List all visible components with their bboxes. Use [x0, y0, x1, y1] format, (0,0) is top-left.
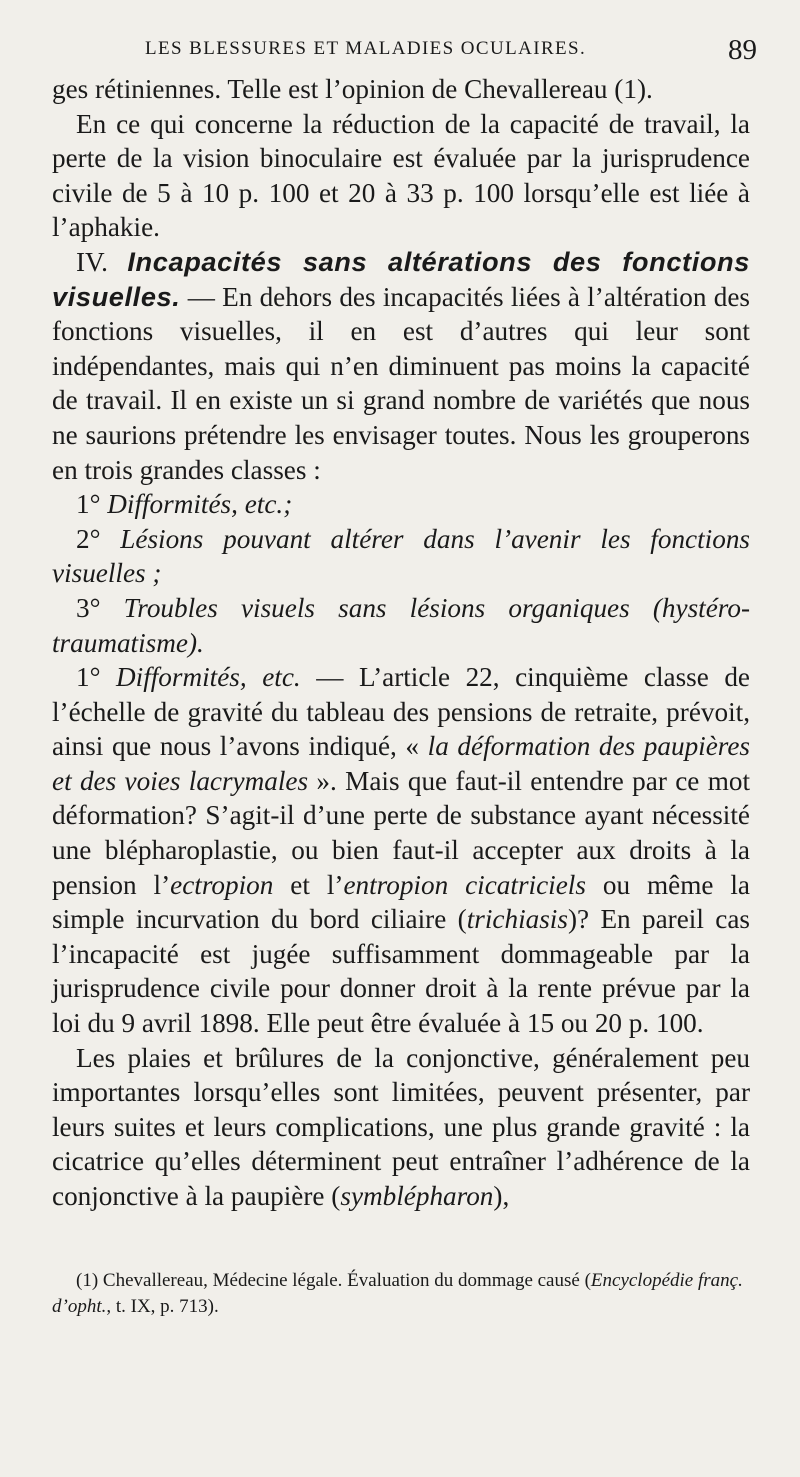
section-heading: Incapacités sans altérations des fonctions visuelles.	[52, 245, 750, 312]
footnote	[52, 1268, 750, 1320]
list-item-3: 3° Troubles visuels sans lésions organiques (hystéro-traumatisme).	[52, 592, 751, 658]
page-number: 89	[728, 34, 757, 66]
paragraph-conjonctive: Les plaies et brûlures de la conjonctive, généralement peu importantes lorsqu’elles sont limitées, peuvent présenter, par leurs suites et leurs complications, une plus grande gravité : la cicatrice qu’elles déterminent peut entraîner l’adhérence de la conjonctive à la paupière (symblépharon),	[52, 1042, 750, 1211]
section-number: IV.	[76, 246, 128, 277]
list-item-2: 2° Lésions pouvant altérer dans l’avenir les fonctions visuelles ;	[52, 523, 750, 589]
list-item-1: 1° Difformités, etc.;	[76, 489, 293, 520]
footnote-1: (1) Chevallereau, Médecine légale. Évaluation du dommage causé (Encyclopédie franç. d’opht., t. IX, p. 713).	[52, 1270, 743, 1317]
page-header	[145, 34, 757, 66]
paragraph-continuation: ges rétiniennes. Telle est l’opinion de Chevallereau (1).	[52, 74, 653, 104]
paragraph-difformites: 1° Difformités, etc. — L’article 22, cinquième classe de l’échelle de gravité du tableau des pensions de retraite, prévoit, ainsi que nous l’avons indiqué, « la déformation des paupières et des voies lacrymales ». Mais que faut-il entendre par ce mot déformation? S’agit-il d’une perte de substance ayant nécessité une blépharoplastie, ou bien faut-il accepter aux droits à la pension l’ectropion et l’entropion cicatriciels ou même la simple incurvation du bord ciliaire (trichiasis)? En pareil cas l’incapacité est jugée suffisamment dommageable par la jurisprudence civile pour donner droit à la rente prévue par la loi du 9 avril 1898. Elle peut être évaluée à 15 ou 20 p. 100.	[52, 662, 751, 1039]
running-title: LES BLESSURES ET MALADIES OCULAIRES.	[145, 38, 587, 59]
paragraph-section-iv: IV. Incapacités sans altérations des fonctions visuelles. — En dehors des incapacités liées à l’altération des fonctions visuelles, il en est d’autres qui leur sont indépendantes, mais qui n’en diminuent pas moins la capacité de travail. Il en existe un si grand nombre de variétés que nous ne saurions prétendre les envisager toutes. Nous les grouperons en trois grandes classes :	[52, 245, 750, 485]
page-body	[52, 72, 750, 1214]
subsection-heading: Difformités, etc.	[116, 662, 301, 693]
paragraph-work-capacity: En ce qui concerne la réduction de la capacité de travail, la perte de la vision binoculaire est évaluée par la jurisprudence civile de 5 à 10 p. 100 et 20 à 33 p. 100 lorsqu’elle est liée à l’aphakie.	[52, 108, 750, 243]
